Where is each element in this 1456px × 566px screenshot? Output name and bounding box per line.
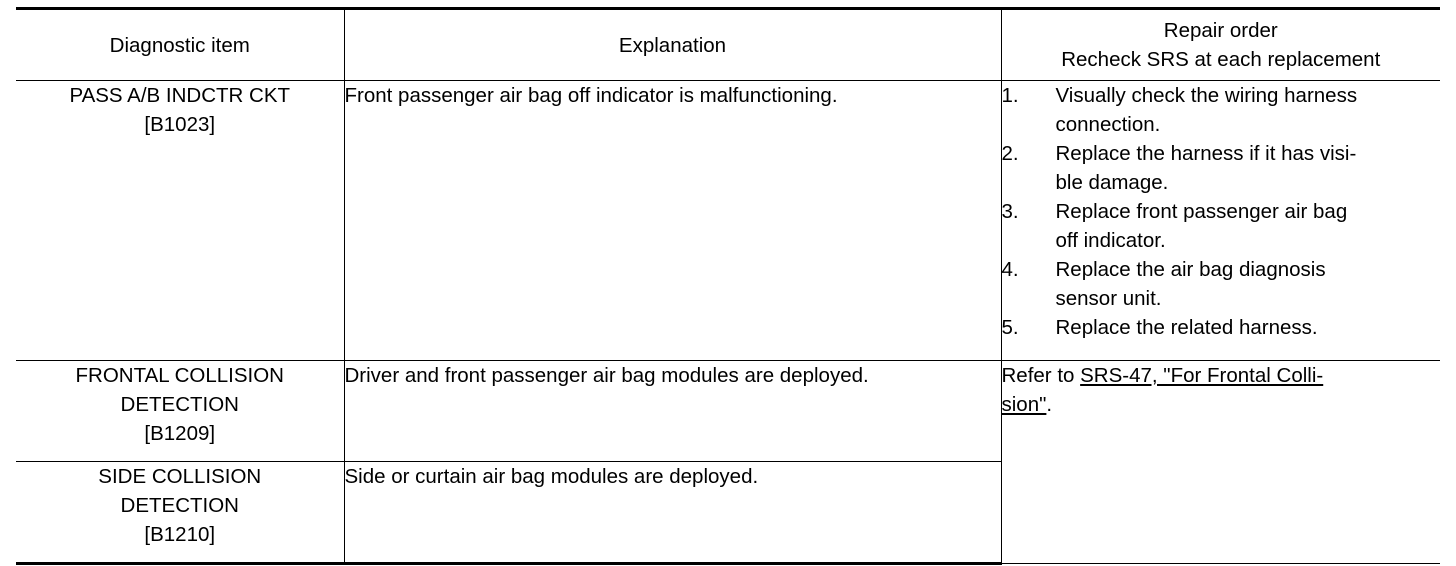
diagnostic-item-name: SIDE COLLISION <box>98 465 262 488</box>
step-text-line: connection. <box>1055 113 1161 136</box>
reference-text <box>1002 361 1441 390</box>
step-text-line: Visually check the wiring harness <box>1055 84 1358 107</box>
diagnostic-item-code: [B1209] <box>144 422 216 445</box>
step-text <box>1056 313 1441 342</box>
repair-order-cell <box>1001 361 1440 564</box>
list-item <box>1002 255 1441 313</box>
repair-steps-list <box>1002 81 1441 342</box>
explanation-cell: Driver and front passenger air bag modules are deployed. <box>344 361 1001 462</box>
step-text-line: ble damage. <box>1055 171 1169 194</box>
header-explanation: Explanation <box>344 9 1001 81</box>
table-header-row <box>16 9 1440 81</box>
diagnostic-item-code: [B1023] <box>144 113 216 136</box>
reference-text <box>1002 390 1441 419</box>
diagnostic-item-cell <box>16 462 344 564</box>
reference-prefix: Refer to <box>1001 364 1081 387</box>
explanation-cell: Front passenger air bag off indicator is malfunctioning. <box>344 81 1001 361</box>
step-number: 1. <box>1001 84 1019 107</box>
step-text <box>1056 197 1441 255</box>
repair-order-cell <box>1001 81 1440 361</box>
diagnostic-item-name: DETECTION <box>120 494 239 517</box>
step-text-line: sensor unit. <box>1055 287 1162 310</box>
reference-suffix: . <box>1046 393 1053 416</box>
step-text <box>1056 255 1441 313</box>
step-text <box>1056 139 1441 197</box>
explanation-cell: Side or curtain air bag modules are deployed. <box>344 462 1001 564</box>
diagnostic-item-cell <box>16 361 344 462</box>
diagnostic-item-cell <box>16 81 344 361</box>
diagnostic-item-code: [B1210] <box>144 523 216 546</box>
step-text-line: Replace front passenger air bag <box>1055 200 1348 223</box>
table-row <box>16 361 1440 462</box>
header-repair-order-note: Recheck SRS at each replacement <box>1061 48 1381 71</box>
step-text-line: Replace the air bag diagnosis <box>1055 258 1326 281</box>
header-diagnostic-item: Diagnostic item <box>16 9 344 81</box>
list-item <box>1002 313 1441 342</box>
reference-link[interactable]: sion" <box>1001 393 1047 416</box>
diagnostic-item-name: FRONTAL COLLISION <box>75 364 284 387</box>
step-text-line: Replace the related harness. <box>1055 316 1318 339</box>
step-text-line: off indicator. <box>1055 229 1166 252</box>
diagnostic-item-name: PASS A/B INDCTR CKT <box>69 84 291 107</box>
reference-link[interactable]: SRS-47, "For Frontal Colli- <box>1080 364 1324 387</box>
diagnostic-table <box>16 7 1440 565</box>
diagnostic-item-name: DETECTION <box>120 393 239 416</box>
list-item <box>1002 81 1441 139</box>
step-text <box>1056 81 1441 139</box>
step-text-line: Replace the harness if it has visi- <box>1055 142 1357 165</box>
list-item <box>1002 139 1441 197</box>
header-repair-order-title: Repair order <box>1163 19 1278 42</box>
table-row <box>16 81 1440 361</box>
step-number: 4. <box>1001 258 1019 281</box>
list-item <box>1002 197 1441 255</box>
step-number: 3. <box>1001 200 1019 223</box>
step-number: 2. <box>1001 142 1019 165</box>
step-number: 5. <box>1001 316 1019 339</box>
header-repair-order <box>1001 9 1440 81</box>
